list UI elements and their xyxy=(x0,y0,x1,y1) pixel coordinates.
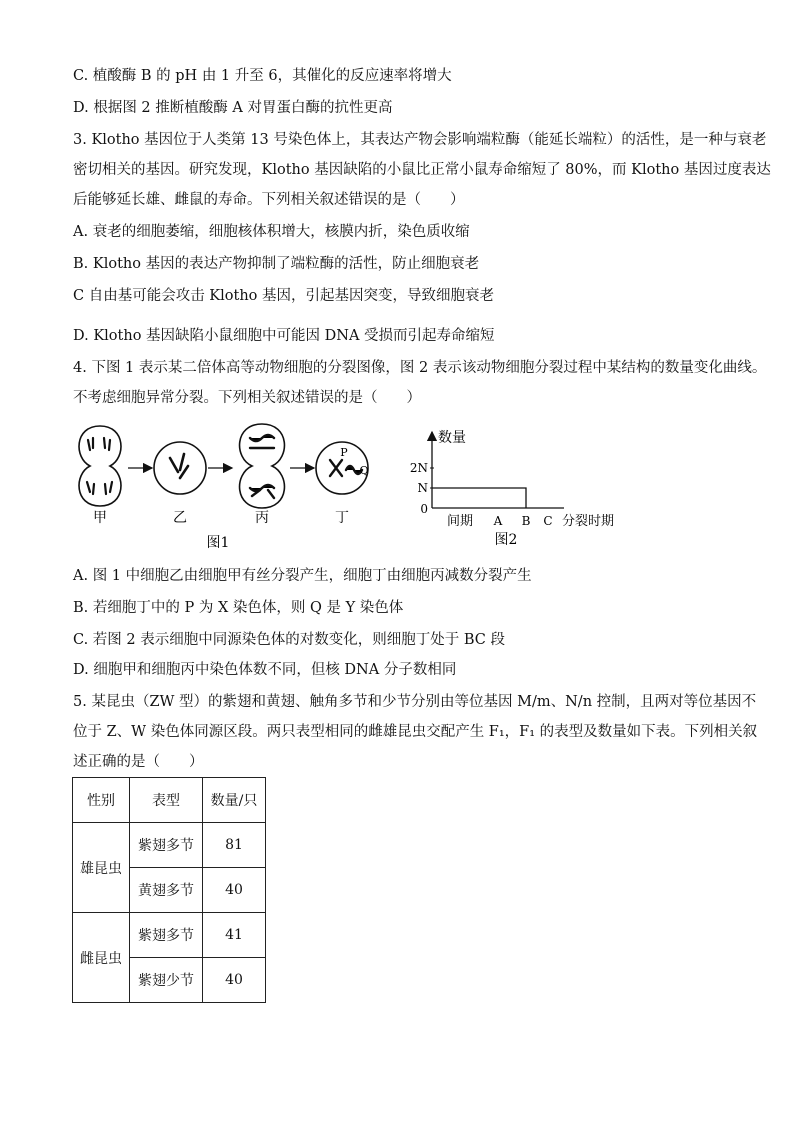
q2-option-d: D. 根据图 2 推断植酸酶 A 对胃蛋白酶的抗性更高 xyxy=(73,100,393,116)
q4-stem-line-1: 4. 下图 1 表示某二倍体高等动物细胞的分裂图像，图 2 表示该动物细胞分裂过程中某结构的数量变化曲线。 xyxy=(73,360,767,376)
header-phenotype: 表型 xyxy=(130,778,203,823)
label-p: P xyxy=(340,446,348,459)
q4-option-a: A. 图 1 中细胞乙由细胞甲有丝分裂产生，细胞丁由细胞丙减数分裂产生 xyxy=(73,568,532,584)
cell-bing-icon xyxy=(240,424,285,526)
q4-option-b: B. 若细胞丁中的 P 为 X 染色体，则 Q 是 Y 染色体 xyxy=(73,600,404,616)
figure-svg xyxy=(60,418,780,558)
q3-option-c: C 自由基可能会攻击 Klotho 基因，引起基因突变，导致细胞衰老 xyxy=(73,288,495,304)
phenotype-cell: 紫翅多节 xyxy=(130,913,203,958)
q5-stem-line-2: 位于 Z、W 染色体同源区段。两只表型相同的雌雄昆虫交配产生 F₁，F₁ 的表型及数量如下表。下列相关叙 xyxy=(73,724,758,740)
header-sex: 性别 xyxy=(73,778,130,823)
sex-cell: 雄昆虫 xyxy=(73,823,130,913)
q5-stem-line-1: 5. 某昆虫（ZW 型）的紫翅和黄翅、触角多节和少节分别由等位基因 M/m、N/n 控制，且两对等位基因不 xyxy=(73,694,757,710)
count-cell: 40 xyxy=(203,868,266,913)
q4-option-c: C. 若图 2 表示细胞中同源染色体的对数变化，则细胞丁处于 BC 段 xyxy=(73,632,505,648)
table-row xyxy=(73,823,266,868)
figures xyxy=(60,418,780,558)
q3-stem-line-2: 密切相关的基因。研究发现，Klotho 基因缺陷的小鼠比正常小鼠寿命缩短了 80%，而 Klotho 基因过度表达 xyxy=(73,162,771,178)
count-cell: 41 xyxy=(203,913,266,958)
sex-cell: 雌昆虫 xyxy=(73,913,130,1003)
table-row xyxy=(73,913,266,958)
series-line xyxy=(432,488,526,508)
y-tick-0: 0 xyxy=(420,502,428,516)
q3-stem-line-1: 3. Klotho 基因位于人类第 13 号染色体上，其表达产物会影响端粒酶（能延长端粒）的活性，是一种与衰老 xyxy=(73,132,767,148)
x-tick-a: A xyxy=(493,514,503,528)
table-header-row xyxy=(73,778,266,823)
q2-option-c: C. 植酸酶 B 的 pH 由 1 升至 6，其催化的反应速率将增大 xyxy=(73,68,452,84)
q3-option-a: A. 衰老的细胞萎缩，细胞核体积增大，核膜内折，染色质收缩 xyxy=(73,224,470,240)
q5-stem-line-3: 述正确的是（ ） xyxy=(73,754,204,770)
figure-2-caption: 图2 xyxy=(494,532,518,548)
cell-ding-label: 丁 xyxy=(335,510,349,526)
cell-jia-icon xyxy=(79,426,121,526)
label-q: Q xyxy=(359,464,369,477)
phenotype-cell: 紫翅少节 xyxy=(130,958,203,1003)
x-tick-c: C xyxy=(543,514,553,528)
figure-1-caption: 图1 xyxy=(206,535,230,551)
cell-bing-label: 丙 xyxy=(255,510,269,526)
count-cell: 81 xyxy=(203,823,266,868)
y-tick-n: N xyxy=(417,481,428,495)
q4-stem-line-2: 不考虑细胞异常分裂。下列相关叙述错误的是（ ） xyxy=(73,390,421,406)
cell-yi-icon xyxy=(154,442,206,526)
phenotype-cell: 紫翅多节 xyxy=(130,823,203,868)
phenotype-cell: 黄翅多节 xyxy=(130,868,203,913)
q3-option-b: B. Klotho 基因的表达产物抑制了端粒酶的活性，防止细胞衰老 xyxy=(73,256,480,272)
y-tick-2n: 2N xyxy=(409,461,428,475)
cell-jia-label: 甲 xyxy=(93,510,107,526)
header-count: 数量/只 xyxy=(203,778,266,823)
cell-ding-icon xyxy=(316,442,369,526)
x-tick-b: B xyxy=(521,514,531,528)
q3-option-d: D. Klotho 基因缺陷小鼠细胞中可能因 DNA 受损而引起寿命缩短 xyxy=(73,328,495,344)
q4-option-d: D. 细胞甲和细胞丙中染色体数不同，但核 DNA 分子数相同 xyxy=(73,662,457,678)
x-axis-label: 分裂时期 xyxy=(562,514,615,529)
figure-2-chart xyxy=(410,429,614,548)
x-tick-interphase: 间期 xyxy=(446,514,474,529)
y-axis-label: 数量 xyxy=(438,430,466,446)
count-cell: 40 xyxy=(203,958,266,1003)
q3-stem-line-3: 后能够延长雄、雌鼠的寿命。下列相关叙述错误的是（ ） xyxy=(73,192,465,208)
f1-phenotype-table xyxy=(72,777,266,1003)
cell-yi-label: 乙 xyxy=(173,510,187,526)
